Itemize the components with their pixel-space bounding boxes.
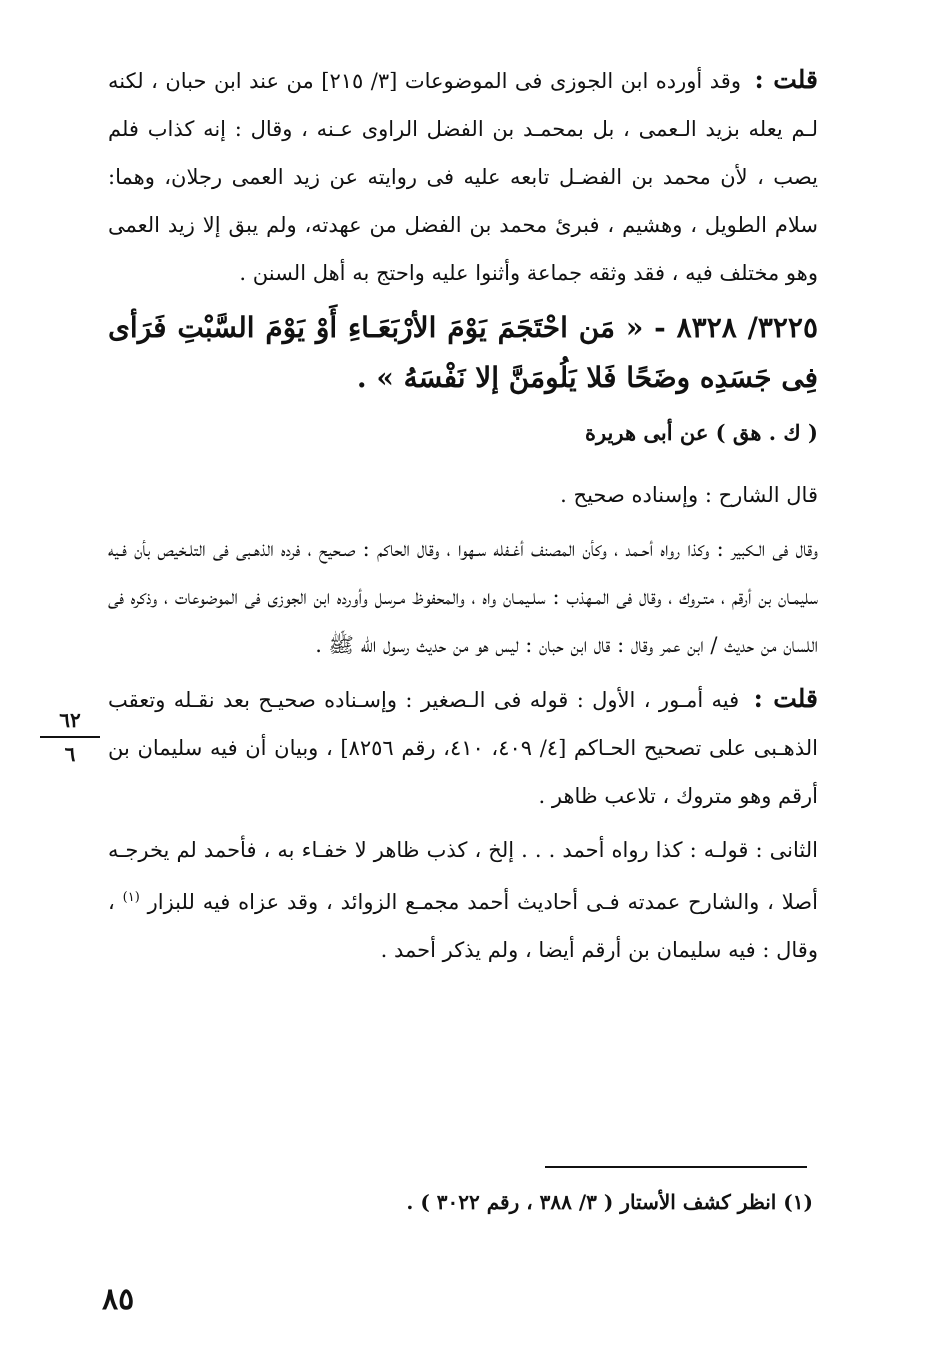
paragraph-1-text: وقد أورده ابن الجوزى فى الموضوعات [٣/ ٢١٥] من عند ابن حبان ، لكنه لـم يعله بزيد الـعمى ، بل بمحمـد بن الفضل الراوى عـنه ، وقال : إنه كذاب فلم يصب ، لأن محمد بن الفضـل تابعه عليه فى روايته عن زيد العمى رجلان، وهما: سلام الطويل ، وهشيم ، فبرئ محمد بن الفضل من عهدته، ولم يبق إلا زيد العمى وهو مختلف فيه ، فقد وثقه جماعة وأثنوا عليه واحتج به أهل السنن . (108, 69, 818, 285)
paragraph-5-end: ، وقال : فيه سليمان بن أرقم أيضا ، ولم يذكر أحمد . (108, 890, 818, 962)
paragraph-4-text: فيه أمـور ، الأول : قوله فى الـصغير : وإسـناده صحيـح بعد نقـله وتعقب الذهـبى على تصحيح الحـاكم [٤/ ٤٠٩، ٤١٠، رقم ٨٢٥٦] ، وبيان أن فيه سليمان بن أرقم وهو متروك ، تلاعب ظاهر . (108, 688, 818, 808)
paragraph-5-text: الثانى : قولـه : كذا رواه أحمد . . . إلخ ، كذب ظاهر لا خفـاء به ، فأحمد لم يخرجـه أصلا ، والشارح عمدته فـى أحاديث أحمد مجمـع الزوائد ، وقد عزاه فيه للبزار (108, 838, 818, 914)
qultu-keyword: قلت : (754, 65, 818, 94)
qultu-keyword-2: قلت : (753, 684, 818, 713)
margin-ref-top: ٦٢ (59, 708, 81, 732)
paragraph-3: وقال فى الـكبير : وكذا رواه أحـمد ، وكأن المصنف أغـفله سـهوا ، وقال الحاكم : صـحيح ، فرده الذهـبى فى التلـخيص بأن فـيه سليمـان بن أرقم ، متـروك ، وقال فى المـهذب : سلـيمـان واه ، والمحفوظ مـرسل وأورده ابن الجوزى فى الموضوعات ، وذكره فى اللسان من حديث / ابن عمر وقال : قال ابن حبان : ليس هو من حديث رسول الله ﷺ . (108, 537, 818, 657)
paragraph-4 (108, 675, 818, 820)
footnote-marker: (١) (122, 890, 140, 905)
page-number: ٨٥ (102, 1282, 135, 1317)
paragraph-5 (108, 826, 818, 974)
hadith-source: ( ك . هق ) عن أبى هريرة (584, 420, 818, 445)
footnote-separator (545, 1166, 807, 1168)
paragraph-2: قال الشارح : وإسناده صحيح . (560, 483, 818, 507)
margin-ref-divider (40, 736, 100, 738)
main-text (108, 56, 818, 974)
margin-ref-bottom: ٦ (64, 742, 76, 766)
hadith-text: ٣٢٢٥/ ٨٣٢٨ - « مَن احْتَجَمَ يَوْمَ الأرْبَعَـاءِ أَوْ يَوْمَ السَّبْتِ فَرَأى فِى جَسَدِه وضَحًا فَلا يَلُومَنَّ إلا نَفْسَهُ » . (108, 311, 818, 394)
margin-page-reference (40, 708, 100, 766)
footnote: (١) انظر كشف الأستار ( ٣/ ٣٨٨ ، رقم ٣٠٢٢ ) . (406, 1190, 813, 1214)
paragraph-1 (108, 56, 818, 297)
